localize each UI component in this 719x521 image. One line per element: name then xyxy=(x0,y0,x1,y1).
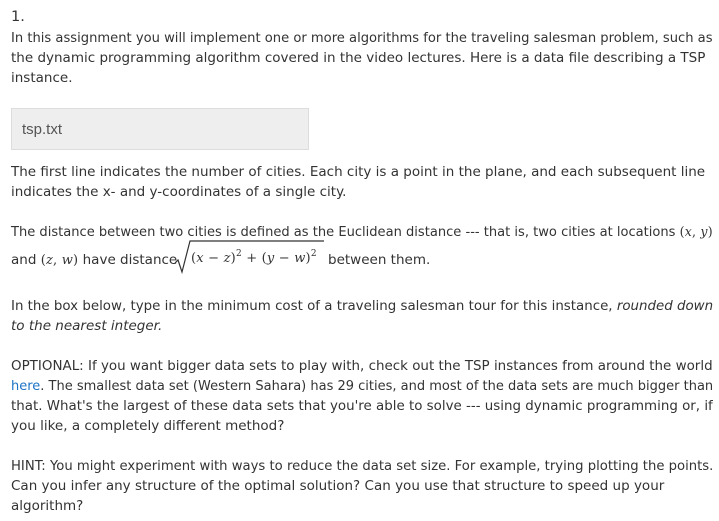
question-number: 1. xyxy=(11,9,25,25)
instructions-line-1: In the box below, type in the minimum cost of a traveling salesman tour for this instance, rounded down xyxy=(11,298,714,314)
instructions-line-2: to the nearest integer. xyxy=(11,318,163,334)
distance-line-1 xyxy=(11,222,713,243)
intro-line-3: instance. xyxy=(11,70,73,86)
format-line-2: indicates the x- and y-coordinates of a single city. xyxy=(11,184,347,200)
hint-line-2: Can you infer any structure of the optimal solution? Can you use that structure to speed up your xyxy=(11,478,665,494)
optional-line-4: you like, a completely different method? xyxy=(11,418,285,434)
distance-line-2-suffix: between them. xyxy=(328,252,431,268)
intro-line-1: In this assignment you will implement one or more algorithms for the traveling salesman problem, such as xyxy=(11,30,713,46)
location-x-y: (x, y) xyxy=(679,225,713,240)
hint-line-3: algorithm? xyxy=(11,498,84,514)
optional-line-1: OPTIONAL: If you want bigger data sets to play with, check out the TSP instances from around the world xyxy=(11,358,713,374)
data-file-box[interactable] xyxy=(11,108,309,150)
distance-line-2: and (z, w) have distance xyxy=(11,252,178,268)
format-line-1: The first line indicates the number of cities. Each city is a point in the plane, and each subsequent line xyxy=(11,164,706,180)
distance-formula: $(x - z)^2 + (y - w)^2$ xyxy=(191,249,317,266)
location-z-w: (z, w) xyxy=(40,253,79,268)
intro-line-2: the dynamic programming algorithm covered in the video lectures. Here is a data file describing a TSP xyxy=(11,50,706,66)
hint-line-1: HINT: You might experiment with ways to reduce the data set size. For example, trying plotting the points. xyxy=(11,458,714,474)
data-file-link[interactable]: tsp.txt xyxy=(22,121,63,138)
optional-line-3: that. What's the largest of these data sets that you're able to solve --- using dynamic programming or, if xyxy=(11,398,713,414)
tsp-instances-link[interactable]: here xyxy=(11,378,41,394)
distance-text: The distance between two cities is defined as the Euclidean distance --- that is, two cities at locations xyxy=(11,224,680,240)
optional-line-2: here. The smallest data set (Western Sahara) has 29 cities, and most of the data sets are much bigger than xyxy=(11,378,714,394)
